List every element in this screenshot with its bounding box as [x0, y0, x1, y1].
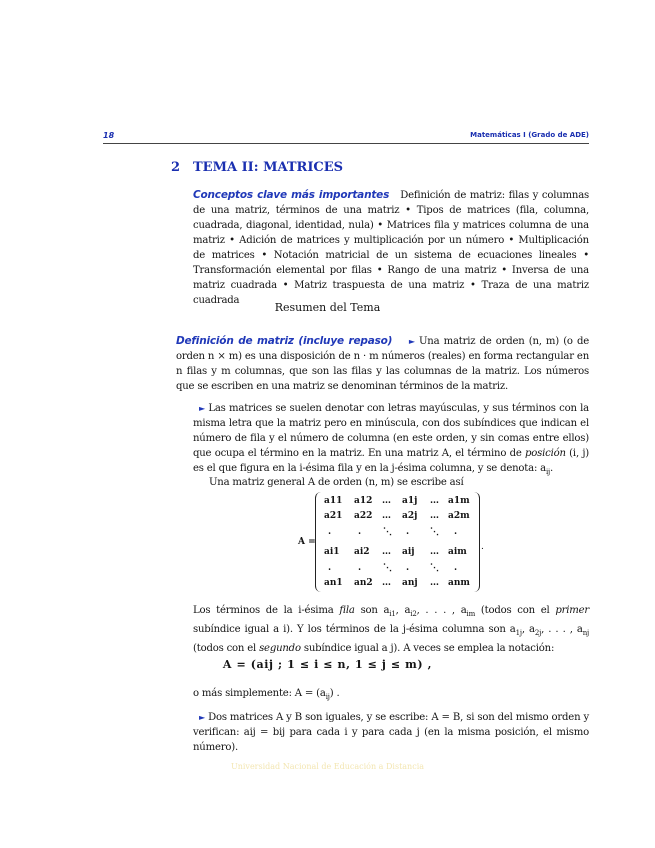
bullet-arrow-icon: ► [199, 713, 205, 722]
matrix-cell: … [382, 511, 391, 521]
matrix-cell: … [382, 578, 391, 588]
notation-paragraph: ► Las matrices se suelen denotar con letras mayúsculas, y sus términos con la misma letra que la matriz pero en minúscula, con dos subíndices que indican el número de fila y el número de columna (en este orden, y sin comas entre ellos) que ocupa el término en la matriz. En una matriz A, el término de posición (i, j) es el que figura en la i-ésima fila y en la j-ésima columna, y se denota: $a_{ij}$. [193, 403, 590, 477]
matrix-cell: … [382, 496, 391, 506]
matrix-cell: a11 [324, 496, 343, 506]
matrix-cell: a1m [448, 496, 470, 506]
section-heading [171, 160, 343, 175]
matrix-cell: a1j [402, 496, 418, 506]
matrix-cell: anm [448, 578, 470, 588]
page-number: 18 [103, 131, 115, 140]
matrix-cell: . [358, 527, 362, 537]
matrix-cell: an1 [324, 578, 343, 588]
matrix-cell: a22 [354, 511, 373, 521]
matrix-cell: a2j [402, 511, 418, 521]
matrix-cell: a12 [354, 496, 373, 506]
matrix-cell: . [328, 563, 332, 573]
matrix-cell: ⋱ [383, 563, 392, 573]
definition-label: Definición de matriz (incluye repaso) [176, 335, 393, 347]
equality-paragraph: ► Dos matrices A y B son iguales, y se escribe: A = B, si son del mismo orden y verifican: aij = bij para cada i y para cada j (en la misma posición, el mismo número). [193, 712, 589, 753]
matrix-cell: ⋱ [383, 527, 392, 537]
bullet-arrow-icon: ► [199, 404, 205, 413]
matrix-cell: an2 [354, 578, 373, 588]
simpler-notation: o más simplemente: $A = (a_{ij})$ . [193, 688, 340, 702]
matrix-cell: ⋱ [430, 527, 439, 537]
matrix-label: A = [298, 537, 316, 547]
matrix-cell: … [430, 496, 439, 506]
left-parenthesis [315, 492, 321, 592]
general-matrix [298, 490, 488, 594]
matrix-cell: … [430, 547, 439, 557]
section-number: 2 [171, 160, 181, 175]
matrix-cell: a2m [448, 511, 470, 521]
matrix-cell: . [406, 563, 410, 573]
general-matrix-intro: Una matriz general A de orden (n, m) se escribe así [209, 477, 464, 488]
bullet-arrow-icon: ► [408, 337, 415, 346]
key-concepts-label: Conceptos clave más importantes [193, 189, 390, 201]
matrix-cell: aim [448, 547, 467, 557]
definition-paragraph [176, 334, 589, 394]
terms-paragraph: Los términos de la i-ésima fila son $a_{i1}$, $a_{i2}$, . . . , $a_{im}$ (todos con el primer subíndice igual a i). Y los términos de la j-ésima columna son $a_{1j}$, $a_{2j}$, . . . , $a_{nj}$ (todos con el segundo subíndice igual a j). A veces se emplea la notación: [193, 605, 590, 655]
matrix-cell: . [358, 563, 362, 573]
matrix-cell: anj [402, 578, 418, 588]
matrix-cell: … [382, 547, 391, 557]
matrix-cell: aij [402, 547, 415, 557]
matrix-cell: … [430, 511, 439, 521]
definition-text: Una matriz de orden (n, m) (o de orden n × m) es una disposición de n · m números (reales) en forma rectangular en n filas y m columnas, que son las filas y las columnas de la matriz. Los números que se escriben en una matriz se denominan términos de la matriz. [176, 336, 589, 392]
matrix-cell: . [454, 563, 458, 573]
matrix-cell: . [406, 527, 410, 537]
matrix-trailing-period: . [481, 542, 484, 552]
header-rule [103, 143, 589, 144]
summary-title: Resumen del Tema [274, 301, 381, 314]
matrix-cell: . [328, 527, 332, 537]
key-concepts-paragraph [193, 188, 589, 308]
key-concepts-text: Definición de matriz: filas y columnas de una matriz, términos de una matriz • Tipos de matrices (fila, columna, cuadrada, diagonal, identidad, nula) • Matrices fila y matrices columna de una matriz • Adición de matrices y multiplicación por un número • Multiplicación de matrices • Notación matricial de un sistema de ecuaciones lineales • Transformación elemental por filas • Rango de una matriz • Inversa de una matriz cuadrada • Matriz traspuesta de una matriz • Traza de una matriz cuadrada [193, 190, 589, 306]
matrix-cell: a21 [324, 511, 343, 521]
matrix-cell: . [454, 527, 458, 537]
right-parenthesis [474, 492, 480, 592]
matrix-cell: … [430, 578, 439, 588]
section-title: TEMA II: MATRICES [193, 160, 344, 175]
matrix-cell: ai2 [354, 547, 370, 557]
matrix-cell: ⋱ [430, 563, 439, 573]
running-title: Matemáticas I (Grado de ADE) [470, 131, 589, 139]
watermark: Universidad Nacional de Educación a Distancia [230, 762, 425, 771]
notation-formula: A = (aij ; 1 ≤ i ≤ n, 1 ≤ j ≤ m) , [222, 658, 433, 671]
matrix-cell: ai1 [324, 547, 340, 557]
